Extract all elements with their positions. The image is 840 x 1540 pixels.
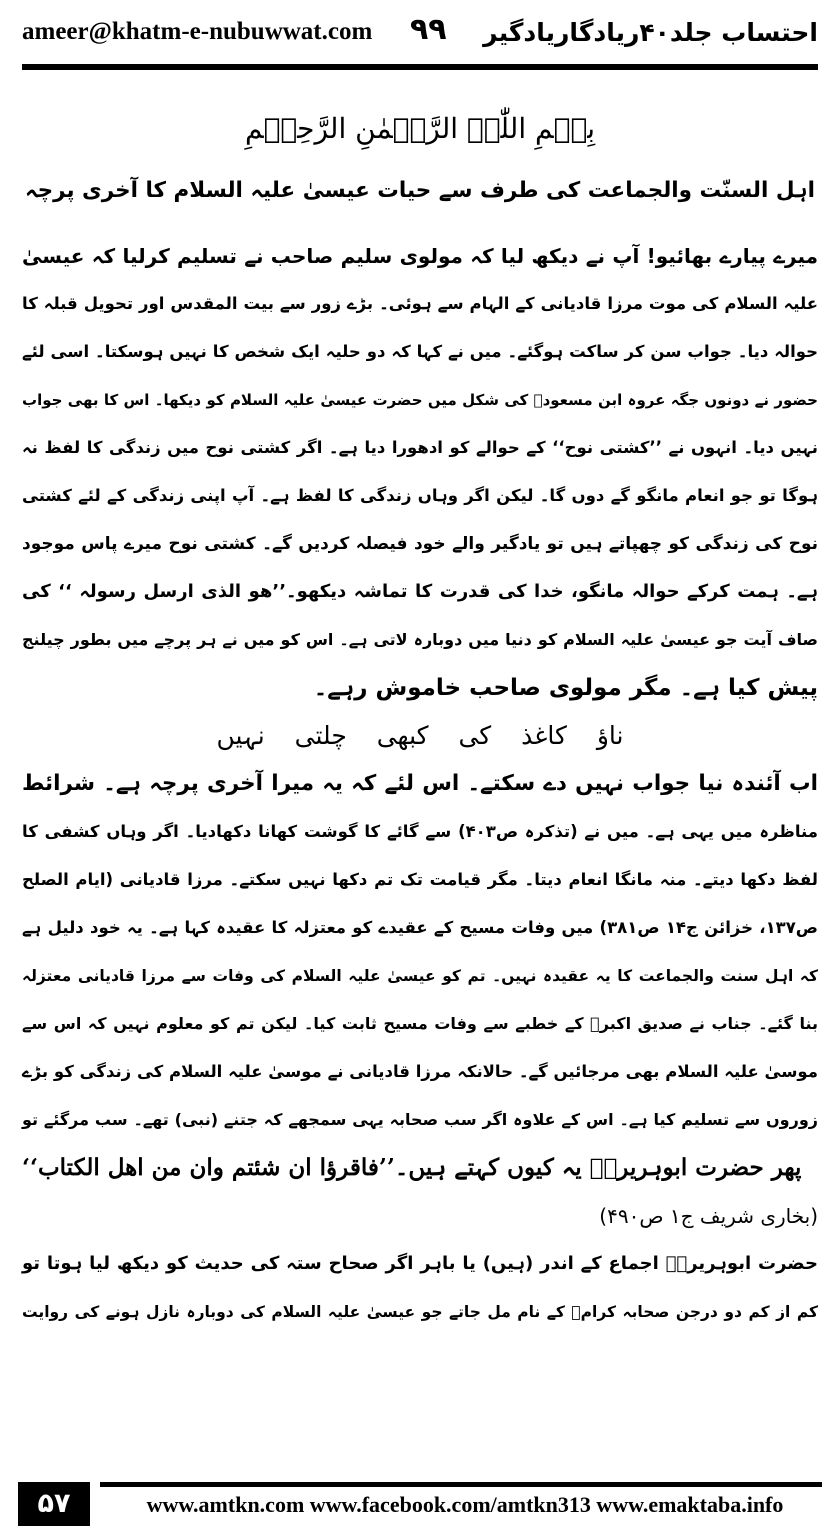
text-line: ہوگا تو جو انعام مانگو گے دوں گا۔ لیکن اگر وہاں زندگی کا لفظ ہے۔ آپ اپنی زندگی کے لئے کشتی xyxy=(22,486,818,505)
text-line: کہ اہل سنت والجماعت کا یہ عقیدہ نہیں۔ تم کو عیسیٰ علیہ السلام کی وفات سے مرزا قادیانی معتزلہ xyxy=(22,967,818,985)
body-text xyxy=(22,232,818,1336)
text-line: نوح کی زندگی کو چھپاتے ہیں تو یادگیر والے خود فیصلہ کردیں گے۔ کشتی نوح میرے پاس موجود xyxy=(22,534,818,554)
footer-website-links: www.amtkn.com www.facebook.com/amtkn313 www.emaktaba.info xyxy=(146,1492,784,1517)
text-line: پیش کیا ہے۔ مگر مولوی صاحب خاموش رہے۔ xyxy=(313,675,818,701)
footer-rule xyxy=(100,1482,822,1487)
text-line: حضور نے دونوں جگہ عروہ ابن مسعودؓ کی شکل میں حضرت عیسیٰ علیہ السلام کو دیکھا۔ اس کا بھی جواب xyxy=(22,391,818,409)
text-line: زوروں سے تسلیم کیا ہے۔ اس کے علاوہ اگر سب صحابہ یہی سمجھے کہ جتنے (نبی) تھے۔ سب مرگئے تو xyxy=(22,1110,818,1129)
page-header xyxy=(22,14,818,54)
header-rule xyxy=(22,64,818,70)
text-line: ہے۔ ہمت کرکے حوالہ مانگو، خدا کی قدرت کا تماشہ دیکھو۔’’ھو الذی ارسل رسولہ ‘‘ کی xyxy=(22,581,818,602)
quote-line: پھر حضرت ابوہریرہؓ یہ کیوں کہتے ہیں۔’’فاقرؤا ان شئتم وان من اھل الکتاب‘‘ xyxy=(22,1154,802,1181)
text-line: لفظ دکھا دیتے۔ منہ مانگا انعام دیتا۔ مگر قیامت تک تم دکھا نہیں سکتے۔ مرزا قادیانی (ایام الصلح xyxy=(22,870,818,889)
text-line: ص۱۳۷، خزائن ج۱۴ ص۳۸۱) میں وفات مسیح کے عقیدے کو معتزلہ کا عقیدہ کہا ہے۔ یہ خود دلیل ہے xyxy=(22,918,818,937)
header-page-number: ۹۹ xyxy=(410,12,447,47)
text-line: حضرت ابوہریرہؓ اجماع کے اندر (ہیں) یا باہر اگر صحاح ستہ کی حدیث کو دیکھ لیا ہوتا تو xyxy=(22,1253,818,1274)
footer-page-number: ۵۷ xyxy=(18,1482,90,1526)
text-line: اب آئندہ نیا جواب نہیں دے سکتے۔ اس لئے کہ یہ میرا آخری پرچہ ہے۔ شرائط xyxy=(22,771,818,796)
text-line: مناظرہ میں یہی ہے۔ میں نے (تذکرہ ص۴۰۳) سے گائے کا گوشت کھانا دکھادیا۔ اگر وہاں کشفی کا xyxy=(22,822,818,841)
text-line: موسیٰ علیہ السلام بھی مرجائیں گے۔ حالانکہ مرزا قادیانی نے موسیٰ علیہ السلام کی زندگی کو بڑے xyxy=(22,1062,818,1081)
header-email: ameer@khatm-e-nubuwwat.com xyxy=(22,18,373,45)
text-line: کم از کم دو درجن صحابہ کرامؓ کے نام مل جاتے جو عیسیٰ علیہ السلام کی دوبارہ نازل ہونے کی روایت xyxy=(22,1303,818,1321)
text-line: صاف آیت جو عیسیٰ علیہ السلام کو دنیا میں دوبارہ لاتی ہے۔ اس کو میں نے ہر پرچے میں بطور چیلنج xyxy=(22,630,818,649)
text-line: میرے پیارے بھائیو! آپ نے دیکھ لیا کہ مولوی سلیم صاحب نے تسلیم کرلیا کہ عیسیٰ xyxy=(22,244,818,268)
text-line: نہیں دیا۔ انہوں نے ’’کشتی نوح‘‘ کے حوالے کو ادھورا دیا ہے۔ اگر کشتی نوح میں زندگی کا لفظ نہ xyxy=(22,438,818,457)
header-book-title: احتساب جلد۴۰ریادگاریادگیر xyxy=(483,18,818,47)
section-heading: اہل السنّت والجماعت کی طرف سے حیات عیسیٰ علیہ السلام کا آخری پرچہ xyxy=(24,178,815,203)
bismillah-calligraphy: بِسۡمِ اللّٰہِ الرَّحۡمٰنِ الرَّحِیۡمِ xyxy=(244,112,596,145)
text-line: بنا گئے۔ جناب نے صدیق اکبرؓ کے خطبے سے وفات مسیح ثابت کیا۔ لیکن تم کو معلوم نہیں کہ اس سے xyxy=(22,1014,818,1033)
page-footer xyxy=(18,1482,822,1528)
poem-line: ناؤ کاغذ کی کبھی چلتی نہیں xyxy=(216,721,624,750)
text-line: حوالہ دیا۔ جواب سن کر ساکت ہوگئے۔ میں نے کہا کہ دو حلیہ ایک شخص کا نہیں ہوسکتا۔ اسی لئے xyxy=(22,342,818,361)
reference-citation: (بخاری شریف ج۱ ص۴۹۰) xyxy=(599,1204,818,1228)
text-line: علیہ السلام کی موت مرزا قادیانی کے الہام سے ہوئی۔ بڑے زور سے بیت المقدس اور تحویل قبلہ کا xyxy=(22,294,818,313)
